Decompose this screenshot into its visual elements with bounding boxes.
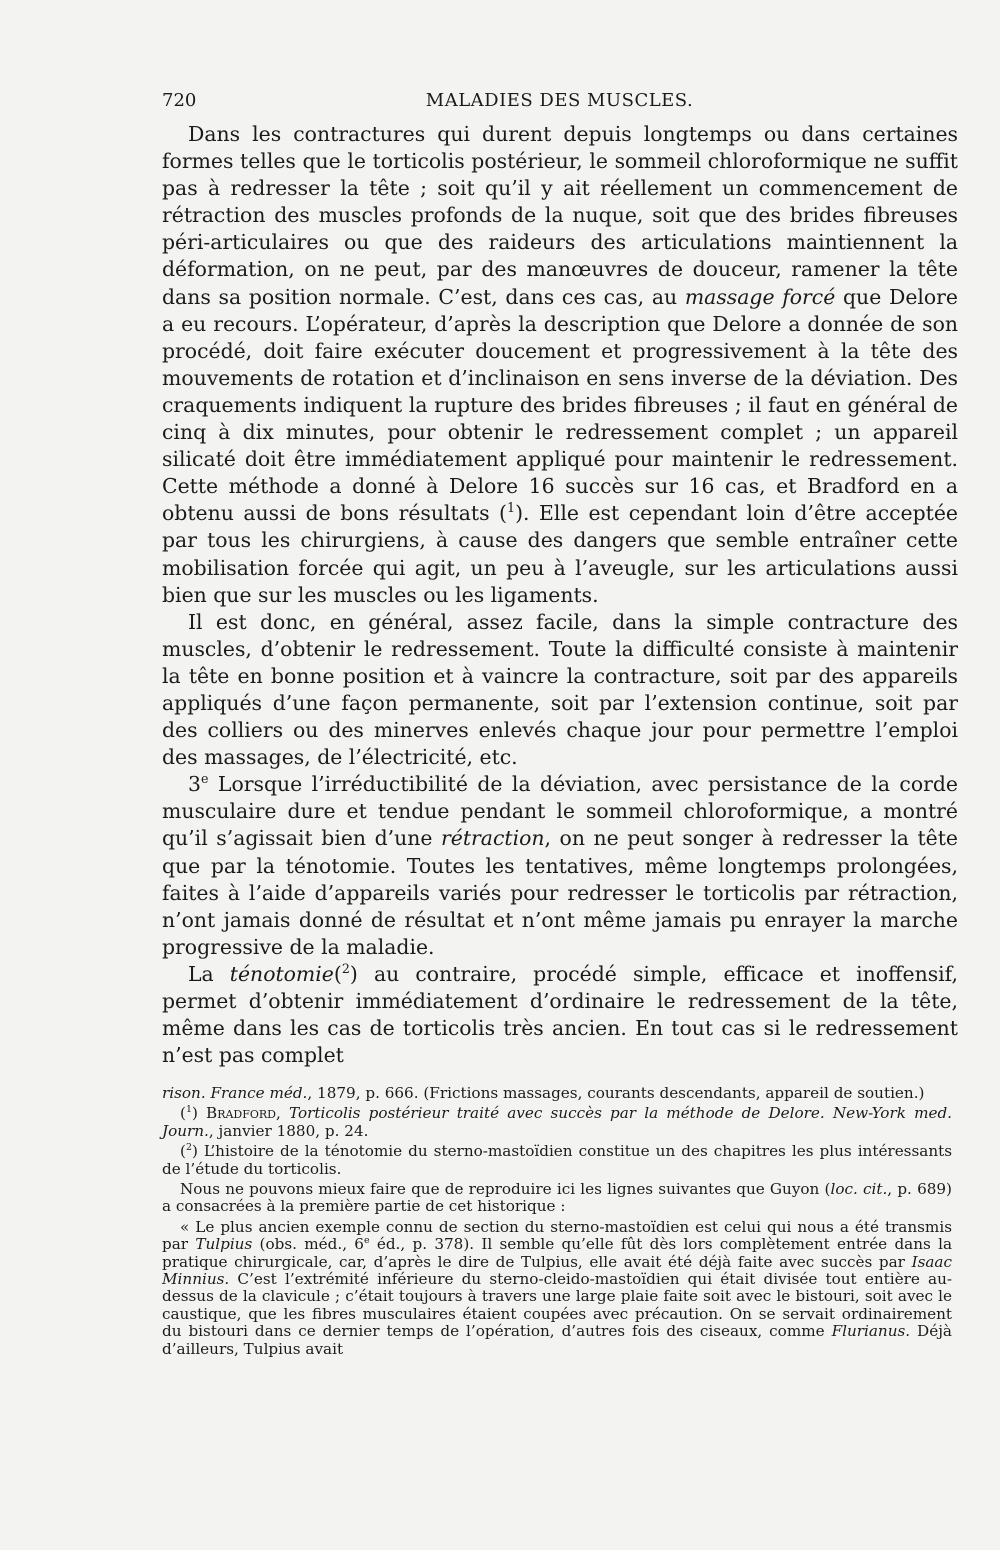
paragraph-retraction: 3e Lorsque l’irréductibilité de la déviation, avec persistance de la corde musculaire dure et tendue pendant le sommeil chloroformique, a montré qu’il s’agissait bien d’une rétraction, on ne peut songer à redresser la tête que par la ténotomie. Toutes les tentatives, même longtemps prolongées, faites à l’aide d’appareils variés pour redresser le torticolis par rétraction, n’ont jamais donné de résultat et n’ont même jamais pu enrayer la marche progressive de la maladie.: [162, 771, 958, 959]
running-head: [162, 89, 957, 113]
footnote-ref-1: 1: [507, 500, 516, 516]
page-number: 720: [162, 90, 197, 111]
footnote-1: ($^1$) Bradford, Torticolis postérieur traité avec succès par la méthode de Delore. New-York med. Journ., janvier 1880, p. 24.: [162, 1104, 953, 1140]
footnotes: [162, 1085, 952, 1361]
paragraph-tenotomie: La ténotomie($^2$) au contraire, procédé simple, efficace et inoffensif, permet d’obtenir immédiatement d’ordinaire le redressement de la tête, même dans les cas de torticolis très ancien. En tout cas si le redressement n’est pas complet: [162, 961, 958, 1068]
footnote-quotation: « Le plus ancien exemple connu de section du sterno-mastoïdien est celui qui nous a été transmis par Tulpius (obs. méd., 6e éd., p. 378). Il semble qu’elle fût dès lors complètement entrée dans la pratique chirurgicale, car, d’après le dire de Tulpius, elle avait été déjà faite avec succès par Isaac Minnius. C’est l’extrémité inférieure du sterno-cleido-mastoïdien qui était divisée tout entière au-dessus de la clavicule ; c’était toujours à travers une large plaie faite soit avec le bistouri, soit avec le caustique, que les fibres musculaires étaient coupées avec précaution. On se servait ordinairement du bistouri dans ce dernier temps de l’opération, d’autres fois des ciseaux, comme Flurianus. Déjà d’ailleurs, Tulpius avait: [162, 1217, 953, 1358]
footnote-continuation: rison. France méd., 1879, p. 666. (Frictions massages, courants descendants, appareil de soutien.): [162, 1084, 925, 1102]
footnote-ref-2: 2: [341, 961, 350, 977]
footnote-2: ($^2$) L’histoire de la ténotomie du sterno-mastoïdien constitue un des chapitres les plus intéressants de l’étude du torticolis.: [162, 1142, 952, 1178]
footnote-2-continued: Nous ne pouvons mieux faire que de reproduire ici les lignes suivantes que Guyon (loc. cit., p. 689) a consacrées à la première partie de cet historique :: [162, 1180, 952, 1216]
body-text: [162, 121, 958, 1069]
paragraph-massage-force: Dans les contractures qui durent depuis longtemps ou dans certaines formes telles que le torticolis postérieur, le sommeil chloroformique ne suffit pas à redresser la tête ; soit qu’il y ait réellement un commencement de rétraction des muscles profonds de la nuque, soit que des brides fibreuses péri-articulaires ou que des raideurs des articulations maintiennent la déformation, on ne peut, par des manœuvres de douceur, ramener la tête dans sa position normale. C’est, dans ces cas, au massage forcé que Delore a eu recours. L’opérateur, d’après la description que Delore a donnée de son procédé, doit faire exécuter doucement et progressivement à la tête des mouvements de rotation et d’inclinaison en sens inverse de la déviation. Des craquements indiquent la rupture des brides fibreuses ; il faut en général de cinq à dix minutes, pour obtenir le redressement complet ; un appareil silicaté doit être immédiatement appliqué pour maintenir le redressement. Cette méthode a donné à Delore 16 succès sur 16 cas, et Bradford en a obtenu aussi de bons résultats ($^1$). Elle est cependant loin d’être acceptée par tous les chirurgiens, à cause des dangers que semble entraîner cette mobilisation forcée qui agit, un peu à l’aveugle, sur les articulations aussi bien que sur les muscles ou les ligaments.: [162, 122, 958, 607]
running-title: MALADIES DES MUSCLES.: [425, 90, 694, 111]
paragraph-contracture: Il est donc, en général, assez facile, dans la simple contracture des muscles, d’obtenir le redressement. Toute la difficulté consiste à maintenir la tête en bonne position et à vaincre la contracture, soit par des appareils appliqués d’une façon permanente, soit par l’extension continue, soit par des colliers ou des minerves enlevés chaque jour pour permettre l’emploi des massages, de l’électricité, etc.: [162, 609, 958, 770]
